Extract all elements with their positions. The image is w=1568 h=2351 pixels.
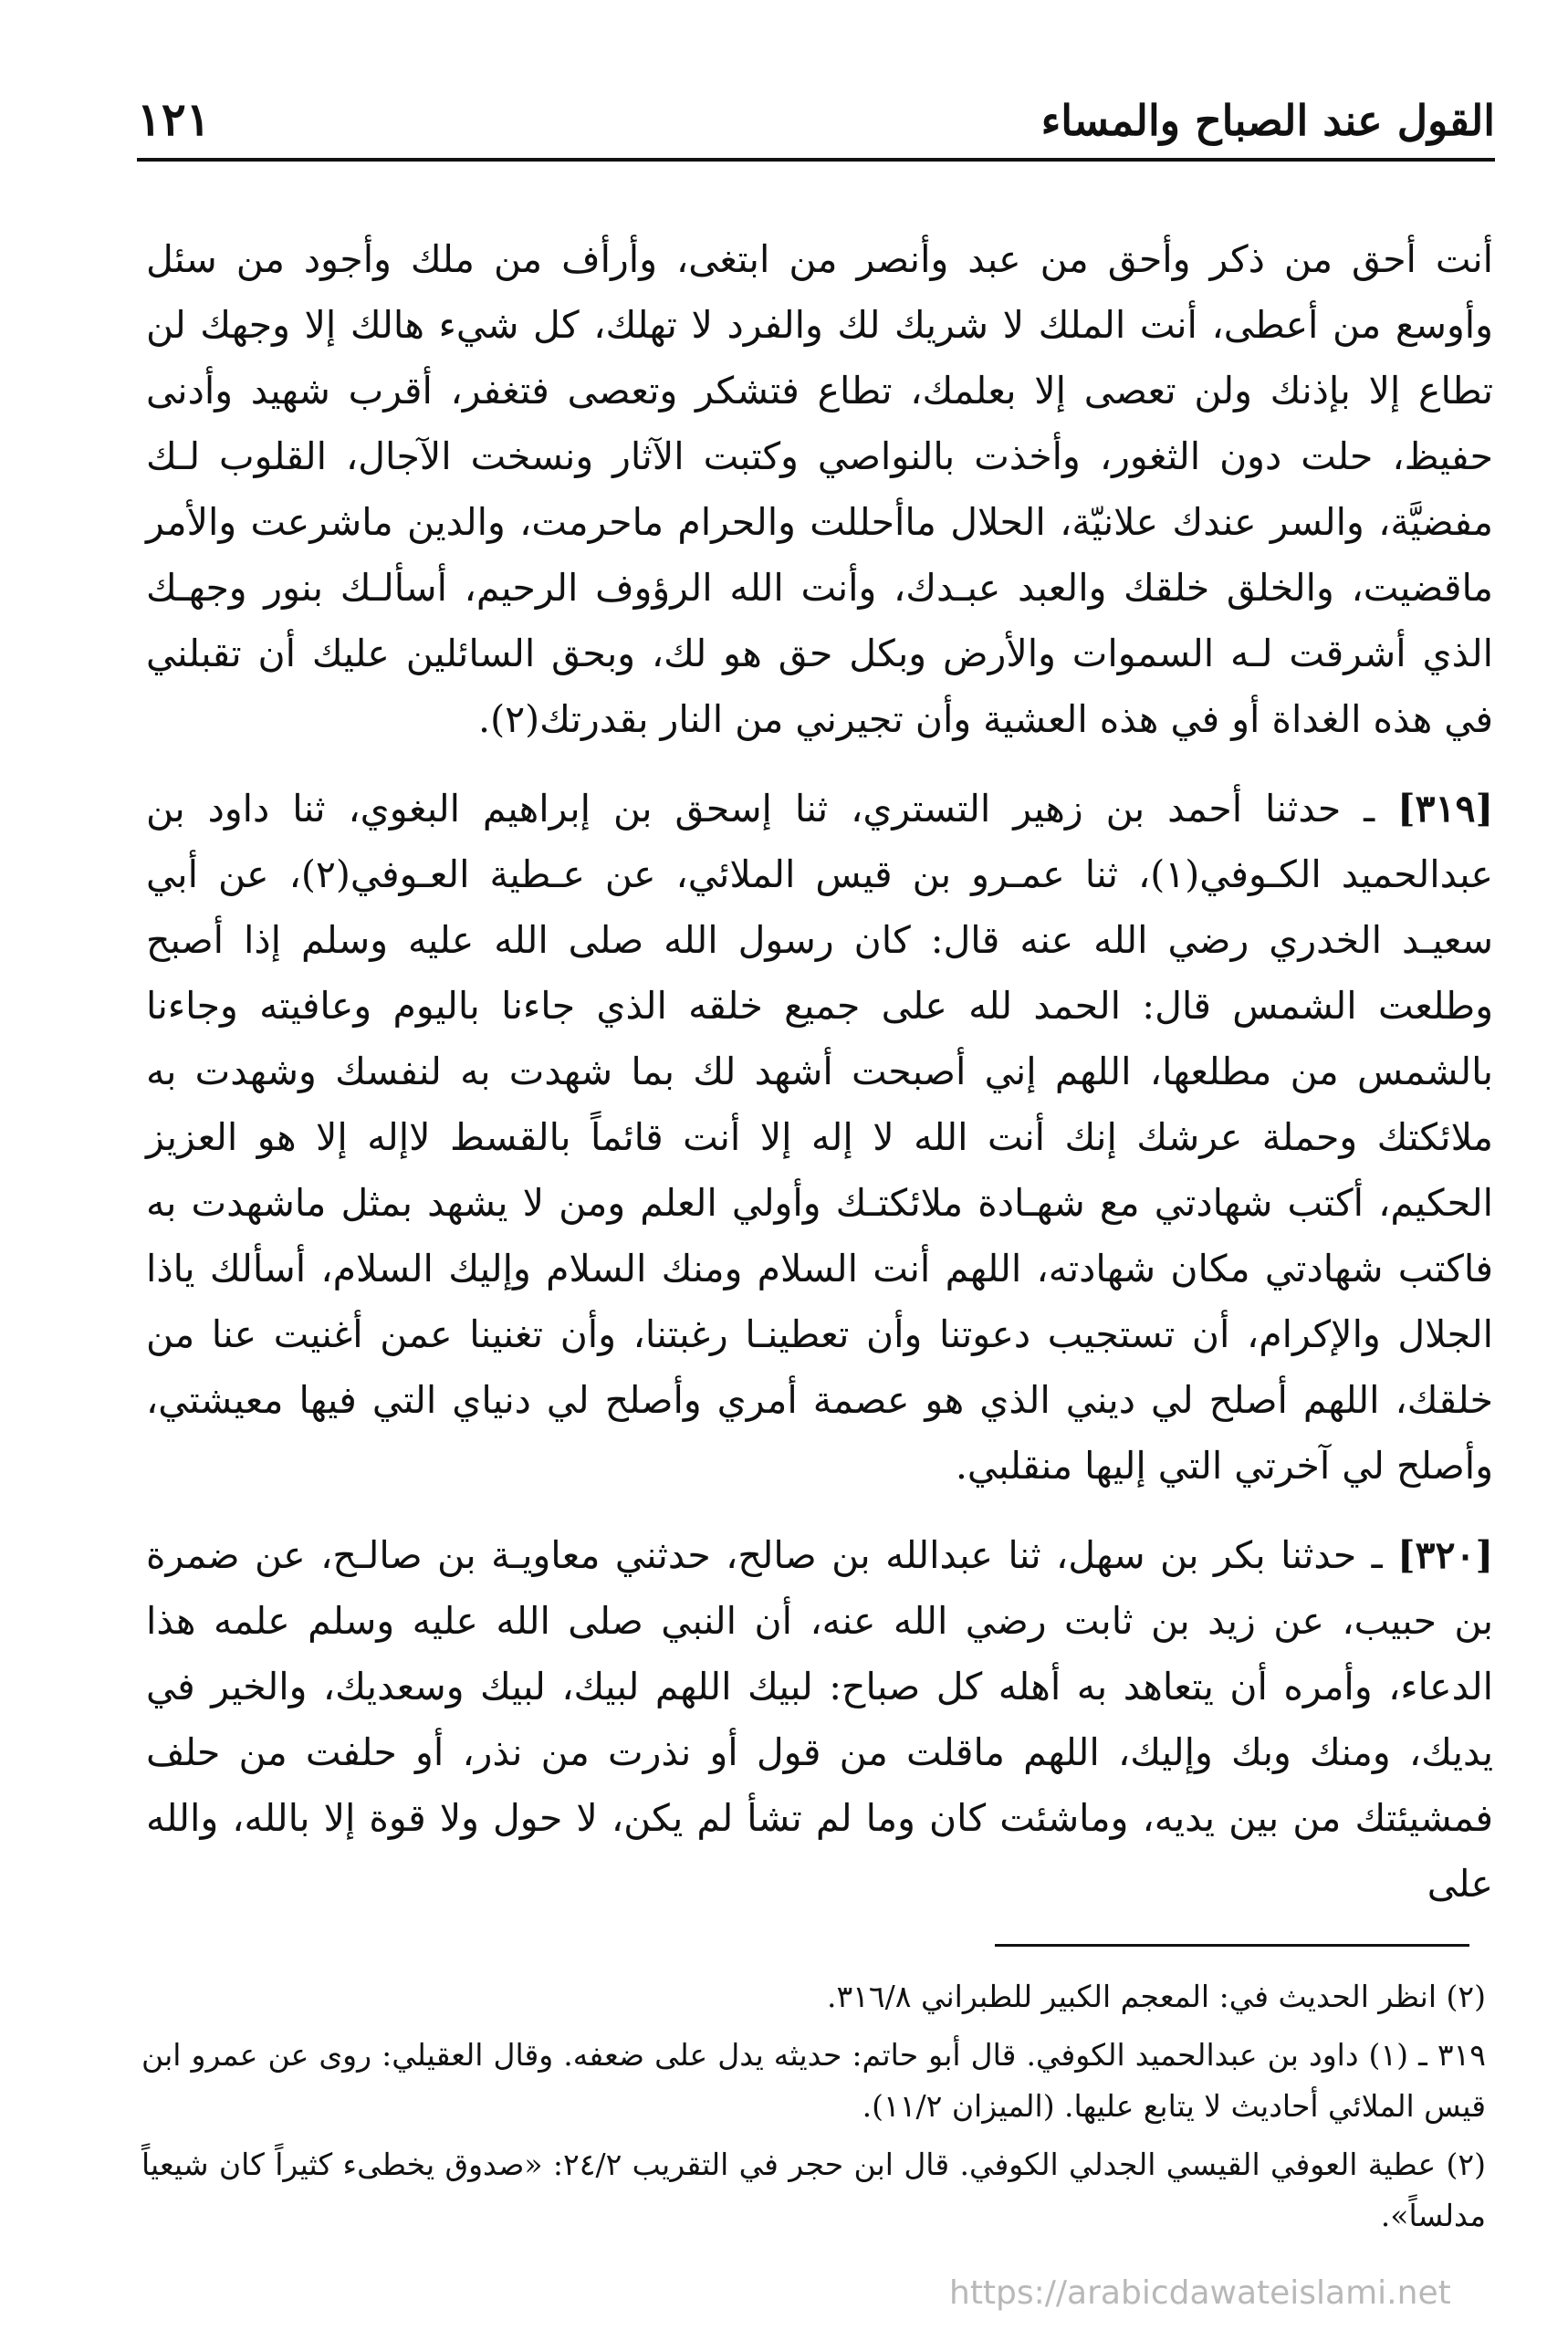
hadith-number: [٣٢٠]	[1397, 1533, 1493, 1577]
hadith-number: [٣١٩]	[1397, 787, 1493, 831]
footnote: (٢) انظر الحديث في: المعجم الكبير للطبراني ٣١٦/٨.	[826, 1979, 1486, 2014]
footnote: ٣١٩ ـ (١) داود بن عبدالحميد الكوفي. قال أبو حاتم: حديثه يدل على ضعفه. وقال العقيلي: روى عن عمرو ابن قيس الملائي أحاديث لا يتابع عليها. (الميزان ١١/٢).	[141, 2037, 1486, 2124]
hadith-text: ـ حدثنا بكر بن سهل، ثنا عبدالله بن صالح، حدثني معاويـة بن صالـح، عن ضمرة بن حبيب، عن زيد بن ثابت رضي الله عنه، أن النبي صلى الله عليه وسلم علمه هذا الدعاء، وأمره أن يتعاهد به أهله كل صباح: لبيك اللهم لبيك، لبيك وسعديك، والخير في يديك، ومنك وبك وإليك، اللهم ماقلت من قول أو نذرت من نذر، أو حلفت من حلف فمشيئتك من بين يديه، وماشئت كان وما لم تشأ لم يكن، لا حول ولا قوة إلا بالله، والله على	[146, 1533, 1493, 1906]
running-title: القول عند الصباح والمساء	[1040, 96, 1495, 145]
hadith-319	[146, 776, 1493, 1499]
main-text	[146, 226, 1493, 1917]
page-number: ١٢١	[137, 92, 211, 146]
footnotes	[141, 1971, 1486, 2249]
hadith-320	[146, 1522, 1493, 1917]
footnote: (٢) عطية العوفي القيسي الجدلي الكوفي. قال ابن حجر في التقريب ٢٤/٢: «صدوق يخطىء كثيراً كان شيعياً مدلساً».	[141, 2147, 1486, 2233]
continued-paragraph: أنت أحق من ذكر وأحق من عبد وأنصر من ابتغى، وأرأف من ملك وأجود من سئل وأوسع من أعطى، أنت الملك لا شريك لك والفرد لا تهلك، كل شيء هالك إلا وجهك لن تطاع إلا بإذنك ولن تعصى إلا بعلمك، تطاع فتشكر وتعصى فتغفر، أقرب شهيد وأدنى حفيظ، حلت دون الثغور، وأخذت بالنواصي وكتبت الآثار ونسخت الآجال، القلوب لـك مفضيَّة، والسر عندك علانيّة، الحلال ماأحللت والحرام ماحرمت، والدين ماشرعت والأمر ماقضيت، والخلق خلقك والعبد عبـدك، وأنت الله الرؤوف الرحيم، أسألـك بنور وجهـك الذي أشرقت لـه السموات والأرض وبكل حق هو لك، وبحق السائلين عليك أن تقبلني في هذه الغداة أو في هذه العشية وأن تجيرني من النار بقدرتك(٢).	[146, 237, 1493, 741]
footnote-divider	[995, 1944, 1469, 1947]
page-header	[137, 87, 1495, 162]
hadith-text: ـ حدثنا أحمد بن زهير التستري، ثنا إسحق بن إبراهيم البغوي، ثنا داود بن عبدالحميد الكـوفي(١)، ثنا عمـرو بن قيس الملائي، عن عـطية العـوفي(٢)، عن أبي سعيـد الخدري رضي الله عنه قال: كان رسول الله صلى الله عليه وسلم إذا أصبح وطلعت الشمس قال: الحمد لله على جميع خلقه الذي جاءنا باليوم وعافيته وجاءنا بالشمس من مطلعها، اللهم إني أصبحت أشهد لك بما شهدت به لنفسك وشهدت به ملائكتك وحملة عرشك إنك أنت الله لا إله إلا أنت قائماً بالقسط لاإله إلا هو العزيز الحكيم، أكتب شهادتي مع شهـادة ملائكتـك وأولي العلم ومن لا يشهد بمثل ماشهدت به فاكتب شهادتي مكان شهادته، اللهم أنت السلام ومنك السلام وإليك السلام، أسألك ياذا الجلال والإكرام، أن تستجيب دعوتنا وأن تعطينـا رغبتنا، وأن تغنينا عمن أغنيت عنا من خلقك، اللهم أصلح لي ديني الذي هو عصمة أمري وأصلح لي دنياي التي فيها معيشتي، وأصلح لي آخرتي التي إليها منقلبي.	[146, 787, 1494, 1488]
watermark-url: https://arabicdawateislami.net	[949, 2274, 1451, 2312]
